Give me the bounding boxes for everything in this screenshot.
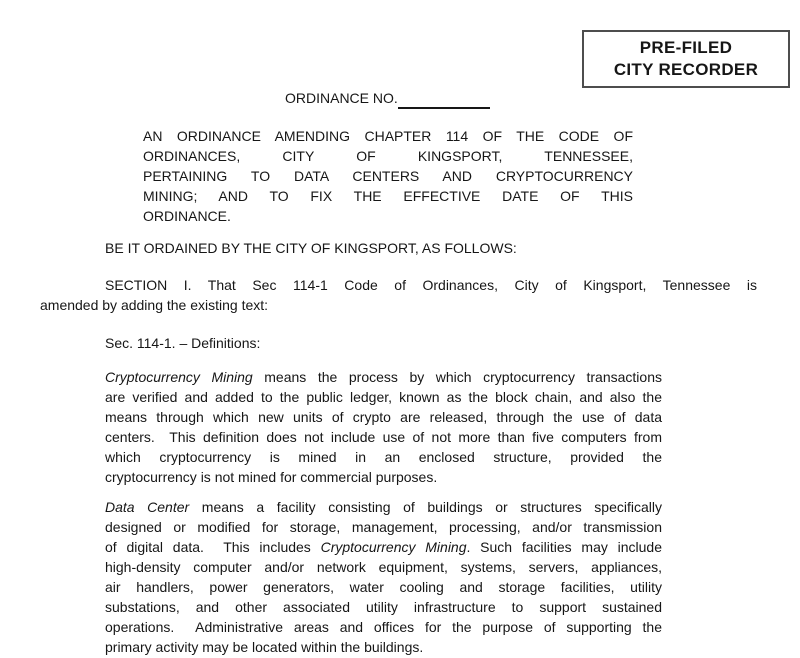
ordinance-number-label: ORDINANCE NO. bbox=[285, 90, 398, 106]
stamp-line-1: PRE-FILED bbox=[639, 38, 733, 57]
ordinance-title: AN ORDINANCE AMENDING CHAPTER 114 OF THE CODE OF ORDINANCES, CITY OF KINGSPORT, TENNESSEE, PERTAINING TO DATA CENTERS AND CRYPTOCURRENCY MINING; AND TO FIX THE EFFECTIVE DATE OF THIS ORDINANCE. bbox=[143, 128, 633, 224]
ordinance-number-blank bbox=[398, 91, 490, 109]
definition-data-center: Data Center means a facility consisting of buildings or structures specifically designed or modified for storage, management, processing, and/or transmission of digital data. This includes Cryptocurrency Mining. Such facilities may include high-density computer and/or network equipment, systems, servers, appliances, air handlers, power generators, water cooling and storage facilities, utility substations, and other associated utility infrastructure to support sustained operations. Administrative areas and offices for the purpose of supporting the primary activity may be located within the buildings. bbox=[105, 499, 662, 655]
definitions-heading: Sec. 114-1. – Definitions: bbox=[105, 335, 261, 351]
definition-cryptocurrency-mining: Cryptocurrency Mining means the process by which cryptocurrency transactions are verified and added to the public ledger, known as the block chain, and also the means through which new units of crypto are released, through the use of data centers. This definition does not include use of not more than five computers from which cryptocurrency is mined in an enclosed structure, provided the cryptocurrency is not mined for commercial purposes. bbox=[105, 369, 662, 485]
pre-filed-recorder-stamp bbox=[582, 30, 790, 88]
section-1-paragraph: SECTION I. That Sec 114-1 Code of Ordinances, City of Kingsport, Tennessee is amended by adding the existing text: bbox=[40, 277, 757, 313]
stamp-line-2: CITY RECORDER bbox=[613, 60, 759, 79]
ordinance-number-line bbox=[285, 90, 490, 108]
enactment-clause: BE IT ORDAINED BY THE CITY OF KINGSPORT, AS FOLLOWS: bbox=[105, 240, 517, 256]
